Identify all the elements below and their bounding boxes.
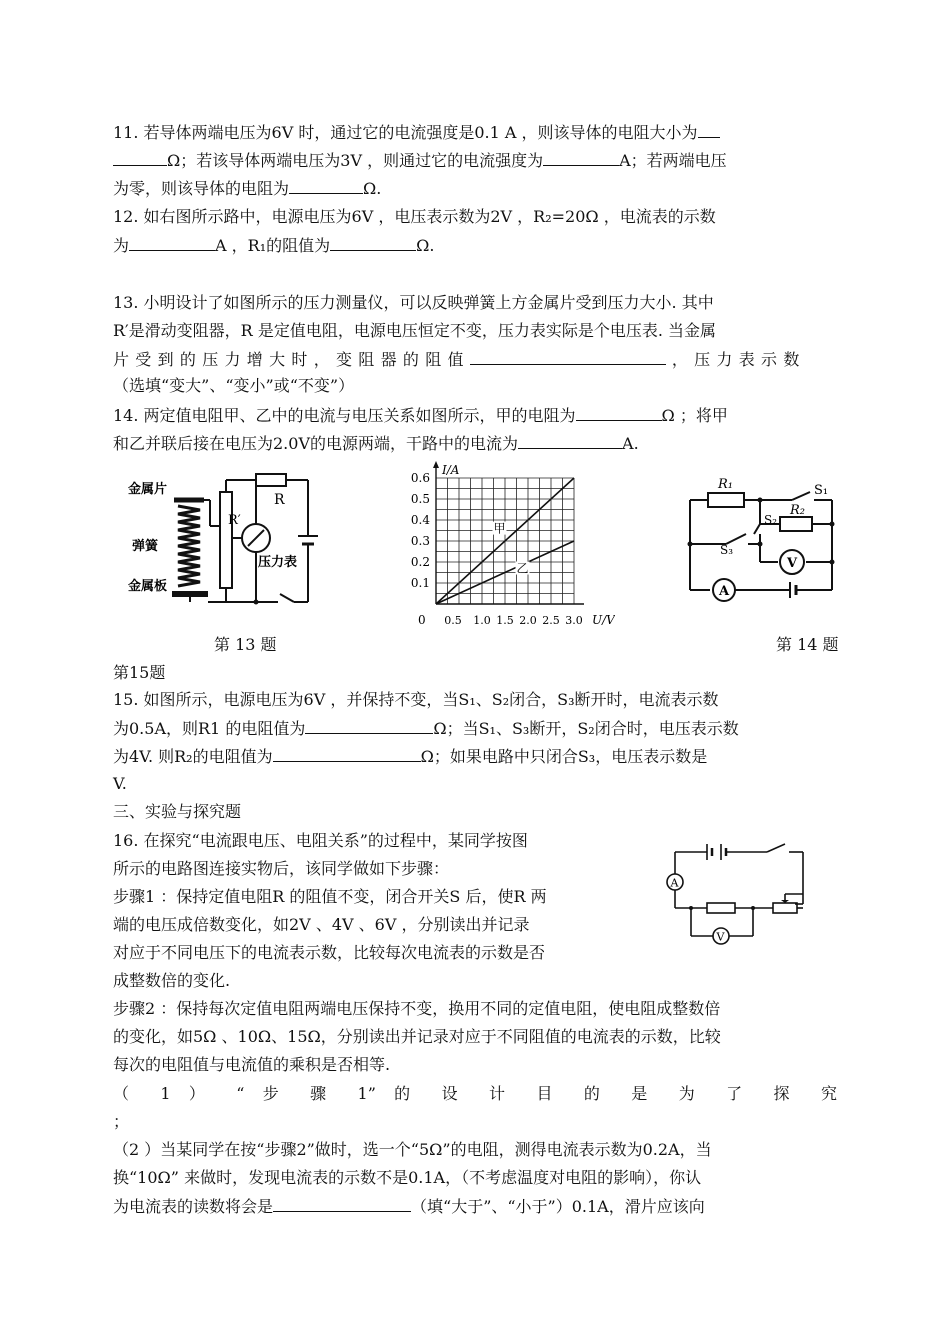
q16-line13: 换“10Ω” 来做时，发现电流表的示数不是0.1A，（不考虑温度对电阻的影响），你认 — [113, 1168, 702, 1187]
caption-fig15: 第15题 — [113, 663, 166, 682]
q11-blank-1b[interactable] — [113, 149, 167, 166]
q15-line1: 15. 如图所示，电源电压为6V ，并保持不变，当S₁、S₂闭合，S₃断开时，电流表示数 — [113, 690, 719, 709]
figure-16-circuit — [655, 830, 815, 956]
chart-x-tick-label: 2.0 — [519, 614, 537, 627]
fig15-label-r2: R₂ — [790, 503, 805, 518]
q16-line7: 步骤2 ：保持每次定值电阻两端电压保持不变，换用不同的定值电阻，使电阻成整数倍 — [113, 999, 721, 1018]
chart-x-tick-label: 0.5 — [444, 614, 462, 627]
chart-y-tick-label: 0.4 — [410, 513, 430, 527]
fig15-label-s2: S₂ — [764, 513, 778, 527]
section-3-heading: 三、实验与探究题 — [113, 802, 242, 821]
q15-blank-2[interactable] — [273, 745, 421, 762]
q15-line3: 为4V. 则R₂的电阻值为 Ω；如果电路中只闭合S₃，电压表示数是 — [113, 747, 708, 766]
chart-x-label: U/V — [592, 613, 615, 627]
q11-blank-3[interactable] — [289, 177, 363, 194]
q16-line9: 每次的电阻值与电流值的乘积是否相等. — [113, 1055, 391, 1074]
caption-fig14: 第 14 题 — [776, 635, 839, 654]
chart-series-label-1: 甲 — [493, 521, 506, 536]
fig13-label-meter: 压力表 — [258, 555, 298, 570]
chart-x-tick-label: 3.0 — [565, 614, 583, 627]
q12-blank-1[interactable] — [129, 234, 215, 251]
figure-15-circuit — [682, 472, 842, 612]
q15-line2: 为0.5A，则R1 的电阻值为 Ω；当S₁、S₃断开，S₂闭合时，电压表示数 — [113, 719, 739, 738]
q11-blank-1a[interactable] — [698, 121, 720, 138]
fig15-label-r1: R₁ — [718, 477, 733, 492]
fig16-label-v: V — [716, 930, 725, 944]
q16-line2: 所示的电路图连接实物后，该同学做如下步骤： — [113, 859, 450, 878]
q12-line1: 12. 如右图所示路中，电源电压为6V ，电压表示数为2V ，R₂=20Ω ，电流表的示数 — [113, 207, 716, 226]
q16-line14: 为电流表的读数将会是 （填“大于”、“小于”）0.1A，滑片应该向 — [113, 1197, 705, 1216]
chart-y-arrow — [433, 461, 439, 468]
q11-blank-2[interactable] — [543, 149, 619, 166]
chart-y-tick-label: 0.6 — [410, 471, 430, 485]
caption-fig13: 第 13 题 — [214, 635, 277, 654]
fig13-label-r: R — [274, 492, 285, 508]
fig15-label-s3: S₃ — [720, 543, 734, 557]
q13-line4: （选填“变大”、“变小”或“不变”） — [113, 376, 355, 395]
q16-blank-1[interactable] — [273, 1195, 411, 1212]
chart-y-tick-label: 0.1 — [410, 576, 430, 590]
q11-line1: 11. 若导体两端电压为6V 时，通过它的电流强度是0.1 A ，则该导体的电阻大小为 — [113, 121, 837, 144]
chart-y-label: I/A — [442, 463, 460, 477]
fig15-label-s1: S₁ — [814, 483, 829, 498]
q14-blank-2[interactable] — [518, 432, 622, 449]
q13-line1: 13. 小明设计了如图所示的压力测量仪，可以反映弹簧上方金属片受到压力大小. 其中 — [113, 293, 714, 312]
q12-line2: 为 A ，R₁的阻值为 Ω. — [113, 236, 435, 255]
q16-line6: 成整数倍的变化. — [113, 971, 231, 990]
q16-line5: 对应于不同电压下的电流表示数，比较每次电流表的示数是否 — [113, 943, 546, 962]
q13-blank-1[interactable] — [470, 348, 666, 365]
chart-x-tick-label: 2.5 — [542, 614, 560, 627]
fig15-label-v: V — [787, 556, 798, 571]
fig15-label-a: A — [719, 584, 730, 599]
fig13-label-base: 金属板 — [128, 579, 168, 594]
q16-line1: 16. 在探究“电流跟电压、电阻关系”的过程中，某同学按图 — [113, 831, 528, 850]
q16-line3: 步骤1 ：保持定值电阻R 的阻值不变，闭合开关S 后，使R 两 — [113, 887, 547, 906]
q16-line10: （ 1 ） “ 步 骤 1” 的 设 计 目 的 是 为 了 探 究 — [113, 1084, 837, 1103]
q13-line3: 片受到的压力增大时，变阻器的阻值 ，压力表示数 — [113, 350, 806, 369]
fig13-label-plate: 金属片 — [128, 482, 168, 497]
chart-series-label-2: 乙 — [516, 561, 529, 576]
q16-line11: ； — [113, 1112, 130, 1131]
q14-line2: 和乙并联后接在电压为2.0V的电源两端，干路中的电流为 A. — [113, 434, 639, 453]
q11-line2: Ω；若该导体两端电压为3V ，则通过它的电流强度为 A；若两端电压 — [113, 149, 837, 172]
chart-y-tick-label: 0.2 — [410, 555, 430, 569]
chart-x-tick-label: 1.0 — [473, 614, 491, 627]
chart-y-tick-label: 0.5 — [410, 492, 430, 506]
figure-13-pressure-meter — [128, 466, 328, 616]
fig16-label-a: A — [670, 876, 679, 890]
chart-y-tick-label: 0.3 — [410, 534, 430, 548]
chart-origin-label: 0 — [418, 613, 426, 627]
q12-blank-2[interactable] — [330, 234, 416, 251]
q11-line3: 为零，则该导体的电阻为 Ω. — [113, 179, 382, 198]
q14-line1: 14. 两定值电阻甲、乙中的电流与电压关系如图所示，甲的电阻为 Ω ；将甲 — [113, 406, 728, 425]
q16-line12: （2 ）当某同学在按“步骤2”做时，选一个“5Ω”的电阻，测得电流表示数为0.2A，当 — [113, 1140, 712, 1159]
q16-line4: 端的电压成倍数变化，如2V 、4V 、6V ，分别读出并记录 — [113, 915, 530, 934]
chart-x-tick-label: 1.5 — [496, 614, 514, 627]
q15-blank-1[interactable] — [305, 717, 433, 734]
q16-line8: 的变化，如5Ω 、10Ω、15Ω，分别读出并记录对应于不同阻值的电流表的示数，比较 — [113, 1027, 721, 1046]
q14-blank-1[interactable] — [576, 404, 662, 421]
q13-line2: R′是滑动变阻器，R 是定值电阻，电源电压恒定不变，压力表实际是个电压表. 当金属 — [113, 321, 716, 340]
figure-14-iu-chart — [400, 458, 615, 628]
q15-line4: V. — [113, 774, 127, 793]
fig13-label-rprime: R′ — [228, 513, 241, 528]
fig13-label-spring: 弹簧 — [132, 539, 159, 554]
